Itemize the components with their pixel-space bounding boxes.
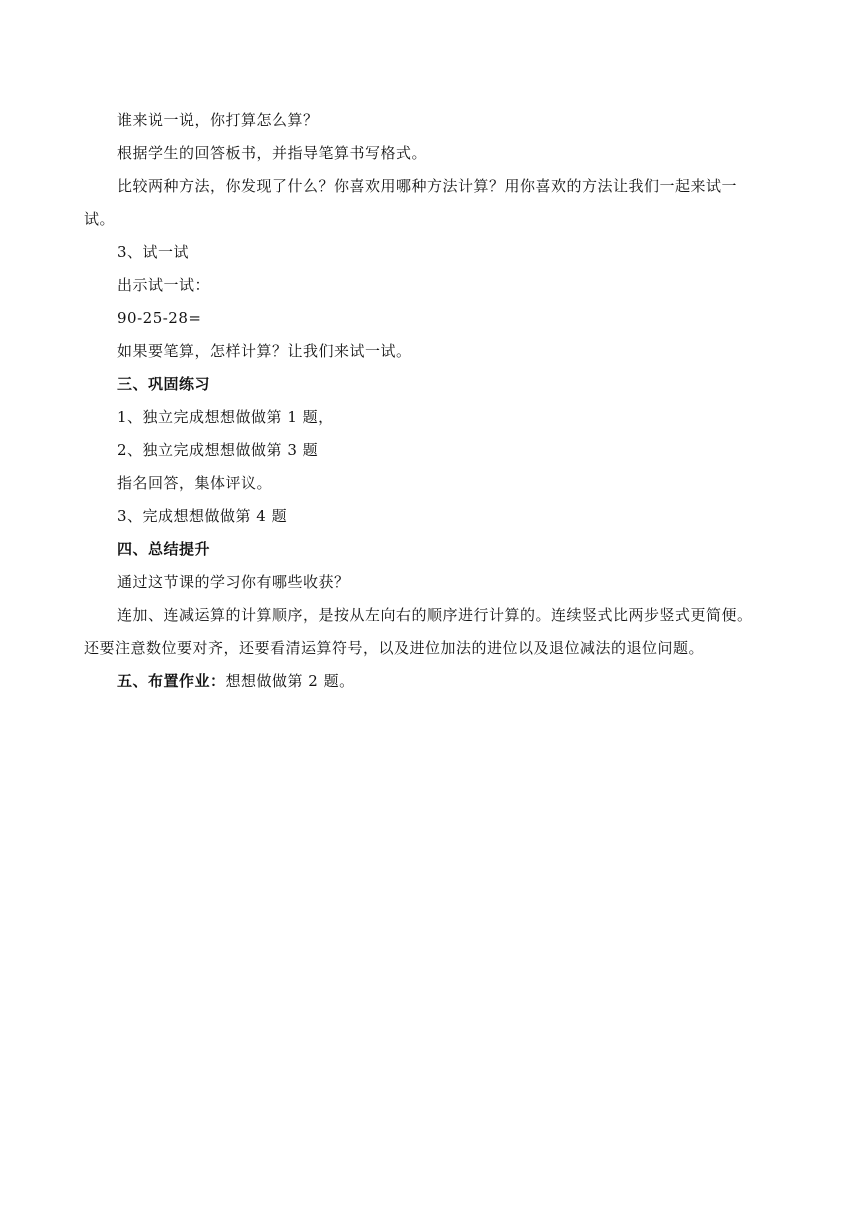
homework-line — [84, 665, 759, 698]
section-heading: 五、布置作业： — [117, 672, 226, 690]
paragraph: 谁来说一说，你打算怎么算？ — [117, 111, 319, 129]
paragraph: 90-25-28= — [117, 309, 202, 327]
paragraph: 2、独立完成想想做做第 3 题 — [117, 441, 319, 459]
paragraph: 3、试一试 — [117, 243, 190, 261]
paragraph: 出示试一试： — [117, 276, 211, 294]
paragraph: 通过这节课的学习你有哪些收获？ — [117, 573, 350, 591]
paragraph: 如果要笔算，怎样计算？让我们来试一试。 — [117, 342, 412, 360]
paragraph: 3、完成想想做做第 4 题 — [117, 507, 288, 525]
paragraph: 比较两种方法，你发现了什么？你喜欢用哪种方法计算？用你喜欢的方法让我们一起来试一试。 — [84, 177, 738, 228]
homework-text: 想想做做第 2 题。 — [225, 672, 355, 690]
section-heading: 四、总结提升 — [117, 540, 211, 558]
document-body — [84, 104, 759, 698]
paragraph: 根据学生的回答板书，并指导笔算书写格式。 — [117, 144, 428, 162]
section-heading: 三、巩固练习 — [117, 375, 211, 393]
paragraph: 1、独立完成想想做做第 1 题， — [117, 408, 334, 426]
paragraph: 指名回答，集体评议。 — [117, 474, 273, 492]
paragraph: 连加、连减运算的计算顺序，是按从左向右的顺序进行计算的。连续竖式比两步竖式更简便。还要注意数位要对齐，还要看清运算符号，以及进位加法的进位以及退位减法的退位问题。 — [84, 606, 753, 657]
